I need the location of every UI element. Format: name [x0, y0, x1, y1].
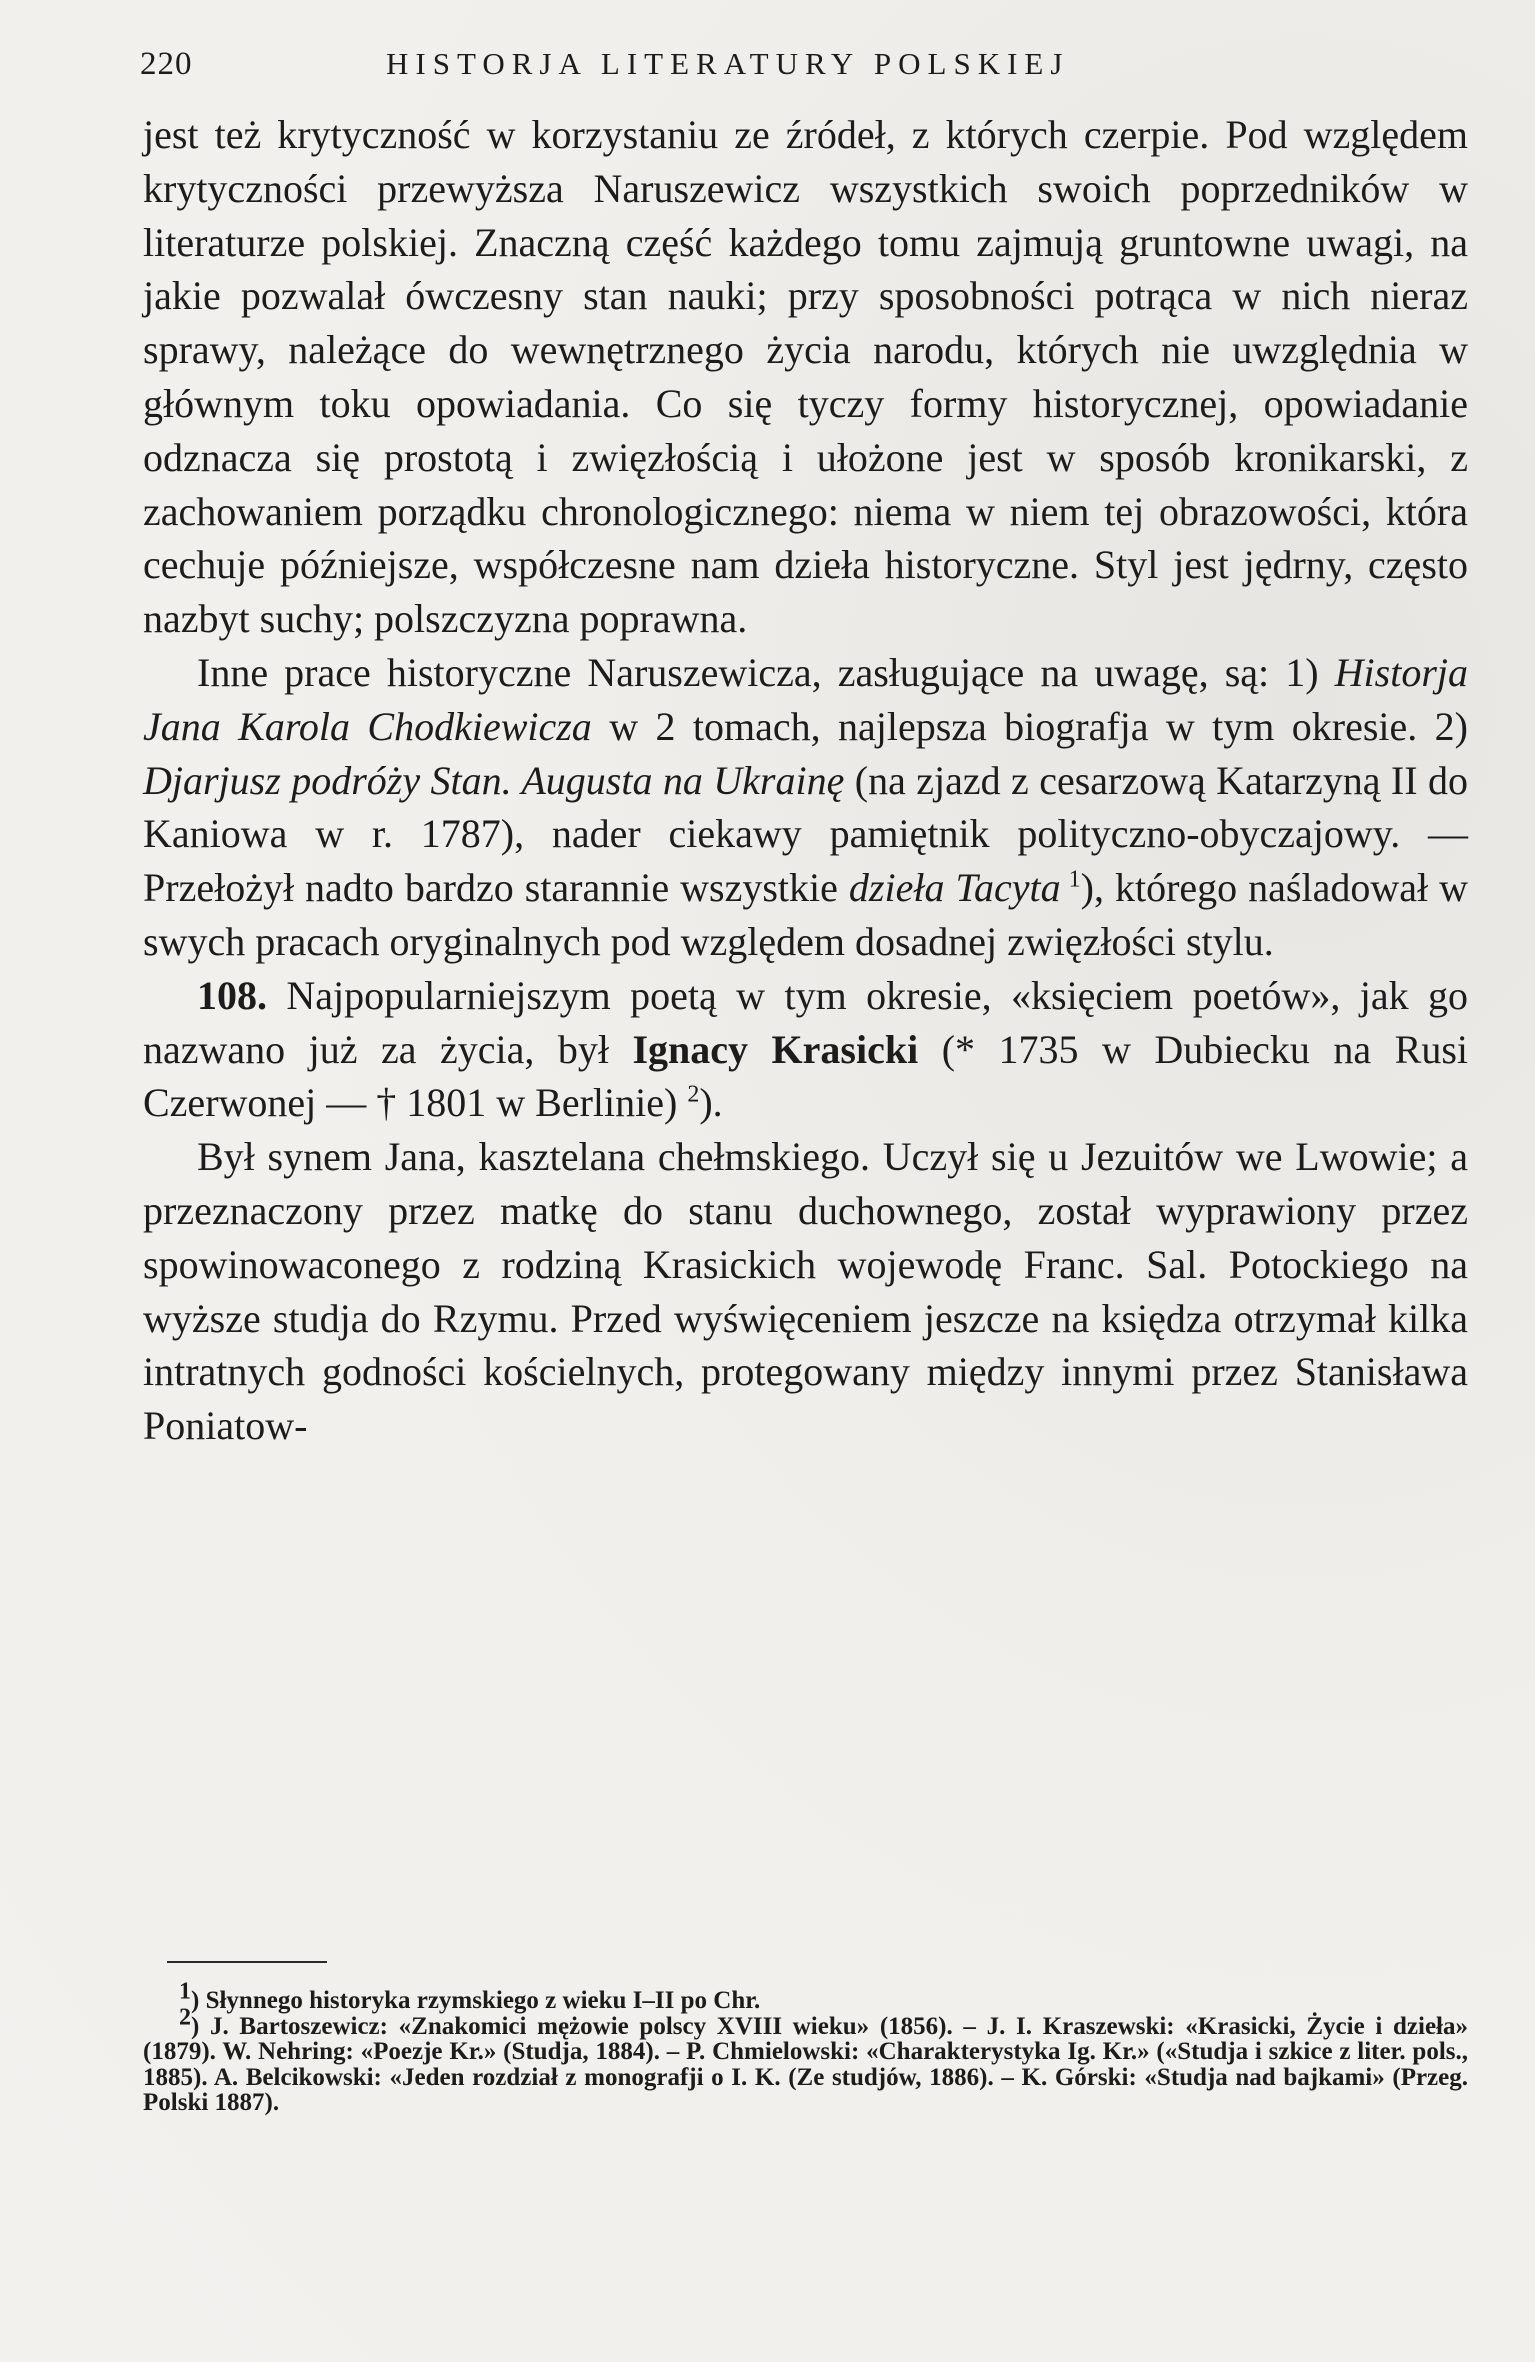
- footnote-divider: [167, 1961, 327, 1963]
- work-title-chodkiewicz: Historja Jana Karola Chodkiewicza: [143, 649, 1468, 749]
- footnote-2-text: ) J. Bartoszewicz: «Znakomici mężowie polscy XVIII wieku» (1856). – J. I. Kraszewski: «Krasicki, Życie i dzieła» (1879). W. Nehring: «Poezje Kr.» (Studja, 1884). – P. Chmielowski: «Charakterystyka Ig. Kr.» («Studja i szkice z liter. pols., 1885). A. Belcikowski: «Jeden rozdział z monografji o I. K. (Ze studjów, 1886). – K. Górski: «Studja nad bajkami» (Przeg. Polski 1887).: [143, 2012, 1468, 2116]
- p2-text-c: (na zjazd z cesarzową Katarzyną II do Kaniowa w r. 1787), nader ciekawy pamiętnik polityczno-obyczajowy. — Przełożył nadto bardzo starannie wszystkie: [143, 757, 1468, 911]
- footnote-1-marker: 1: [179, 1978, 191, 2005]
- page-header: [140, 46, 1470, 96]
- running-title: HISTORJA LITERATURY POLSKIEJ: [386, 46, 1070, 81]
- footnote-2-marker: 2: [179, 2004, 191, 2031]
- footnote-1: [143, 1978, 1468, 2014]
- p3-text-c: ).: [699, 1080, 723, 1126]
- poet-name: Ignacy Krasicki: [632, 1026, 919, 1072]
- p2-text-d: ), którego naśladował w swych pracach oryginalnych pod względem dosadnej zwięzłości stylu.: [143, 865, 1468, 964]
- footnote-ref-1: 1: [1068, 866, 1081, 893]
- p3-text-b: (* 1735 w Dubiecku na Rusi Czerwonej — † 1801 w Berlinie): [143, 1026, 1469, 1126]
- p2-text-a: Inne prace historyczne Naruszewicza, zasługujące na uwagę, są: 1): [197, 649, 1335, 695]
- paragraph-2: [143, 646, 1468, 969]
- section-number: 108.: [197, 972, 267, 1018]
- work-title-tacyt: dzieła Tacyta: [848, 865, 1061, 911]
- p2-text-b: w 2 tomach, najlepsza biografja w tym okresie. 2): [591, 703, 1468, 749]
- footnote-1-text: ) Słynnego historyka rzymskiego z wieku I–II po Chr.: [191, 1987, 761, 2014]
- footnote-2: [143, 2004, 1468, 2116]
- paragraph-3: [143, 969, 1468, 1130]
- work-title-djarjusz: Djarjusz podróży Stan. Augusta na Ukrainę: [143, 757, 845, 803]
- main-text: [143, 108, 1468, 1453]
- paragraph-4: Był synem Jana, kasztelana chełmskiego. Uczył się u Jezuitów we Lwowie; a przeznaczony przez matkę do stanu duchownego, został wyprawiony przez spowinowaconego z rodziną Krasickich wojewodę Franc. Sal. Potockiego na wyższe studja do Rzymu. Przed wyświęceniem jeszcze na księdza otrzymał kilka intratnych godności kościelnych, protegowany między innymi przez Stanisława Poniatow-: [143, 1134, 1468, 1449]
- page-number: 220: [140, 46, 193, 82]
- footnote-ref-2: 2: [687, 1082, 700, 1109]
- paragraph-1: jest też krytyczność w korzystaniu ze źródeł, z których czerpie. Pod względem krytyczności przewyższa Naruszewicz wszystkich swoich poprzedników w literaturze polskiej. Znaczną część każdego tomu zajmują gruntowne uwagi, na jakie pozwalał ówczesny stan nauki; przy sposobności potrąca w nich nieraz sprawy, należące do wewnętrznego życia narodu, których nie uwzględnia w głównym toku opowiadania. Co się tyczy formy historycznej, opowiadanie odznacza się prostotą i zwięzłością i ułożone jest w sposób kronikarski, z zachowaniem porządku chronologicznego: niema w niem tej obrazowości, która cechuje późniejsze, współczesne nam dzieła historyczne. Styl jest jędrny, często nazbyt suchy; polszczyzna poprawna.: [143, 112, 1468, 642]
- footnotes: [143, 1978, 1468, 2116]
- p3-text-a: Najpopularniejszym poetą w tym okresie, «księciem poetów», jak go nazwano już za życia, był: [143, 972, 1468, 1072]
